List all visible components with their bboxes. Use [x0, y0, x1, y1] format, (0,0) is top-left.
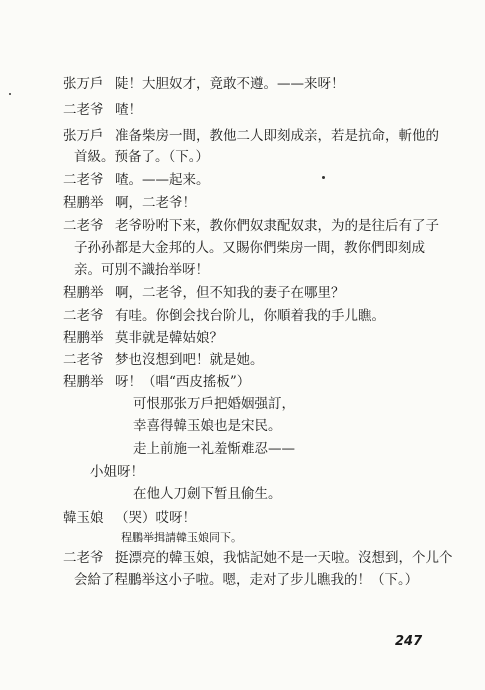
dialogue-text: （哭）哎呀！ [115, 510, 196, 526]
dialogue-text: 梦也沒想到吧！就是她。 [115, 352, 264, 368]
dialogue-continuation: 会給了程鵬举这小子啦。嗯，走对了步儿瞧我的！（下。） [74, 572, 419, 588]
page-number: 247 [395, 634, 423, 649]
dialogue-text: 啊，二老爷！ [115, 195, 196, 211]
dialogue-text: 准备柴房一間，教他二人即刻成亲，若是抗命，斬他的 [115, 128, 439, 144]
dialogue-text: 呀！（唱“西皮搖板”） [115, 374, 251, 390]
speaker-name: 张万戶 [63, 76, 104, 92]
speaker-name: 韓玉娘 [63, 510, 104, 526]
speaker-name: 程鹏举 [63, 195, 104, 211]
ink-dot [9, 93, 11, 95]
stage-direction: 程鵬举揖請韓玉娘同下。 [121, 531, 242, 544]
ink-dot [322, 176, 325, 179]
spoken-aside: 小姐呀！ [90, 464, 144, 480]
speaker-name: 二老爷 [63, 102, 104, 118]
dialogue-continuation: 子孙孙都是大金邦的人。又賜你們柴房一間，教你們即刻成 [74, 240, 425, 256]
dialogue-text: 啊，二老爷，但不知我的妻子在哪里？ [115, 285, 345, 301]
speaker-name: 程鹏举 [63, 374, 104, 390]
speaker-name: 张万戶 [63, 128, 104, 144]
dialogue-text: 陡！大胆奴才，竟敢不遵。——来呀！ [115, 76, 345, 92]
sung-verse: 幸喜得韓玉娘也是宋民。 [133, 418, 282, 434]
dialogue-continuation: 亲。可別不識抬举呀！ [74, 262, 209, 278]
speaker-name: 程鹏举 [63, 285, 104, 301]
dialogue-text: 喳。——起来。 [115, 172, 210, 188]
dialogue-text: 挺漂亮的韓玉娘，我惦記她不是一天啦。沒想到，个儿个 [115, 550, 453, 566]
speaker-name: 二老爷 [63, 550, 104, 566]
speaker-name: 二老爷 [63, 172, 104, 188]
dialogue-text: 有哇。你倒会找台阶儿，你順着我的手儿瞧。 [115, 308, 385, 324]
sung-verse: 在他人刀劍下暂且偷生。 [133, 486, 282, 502]
speaker-name: 程鹏举 [63, 330, 104, 346]
speaker-name: 二老爷 [63, 308, 104, 324]
speaker-name: 二老爷 [63, 218, 104, 234]
dialogue-text: 老爷吩咐下来，教你們奴隶配奴隶，为的是往后有了子 [115, 218, 439, 234]
dialogue-text: 莫非就是韓姑娘？ [115, 330, 223, 346]
sung-verse: 可恨那张万戶把婚姻强訂， [133, 396, 295, 412]
sung-verse: 走上前施一礼羞惭难忍—— [133, 441, 295, 457]
dialogue-continuation: 首級。预备了。（下。） [74, 149, 209, 165]
dialogue-text: 喳！ [115, 102, 142, 118]
speaker-name: 二老爷 [63, 352, 104, 368]
